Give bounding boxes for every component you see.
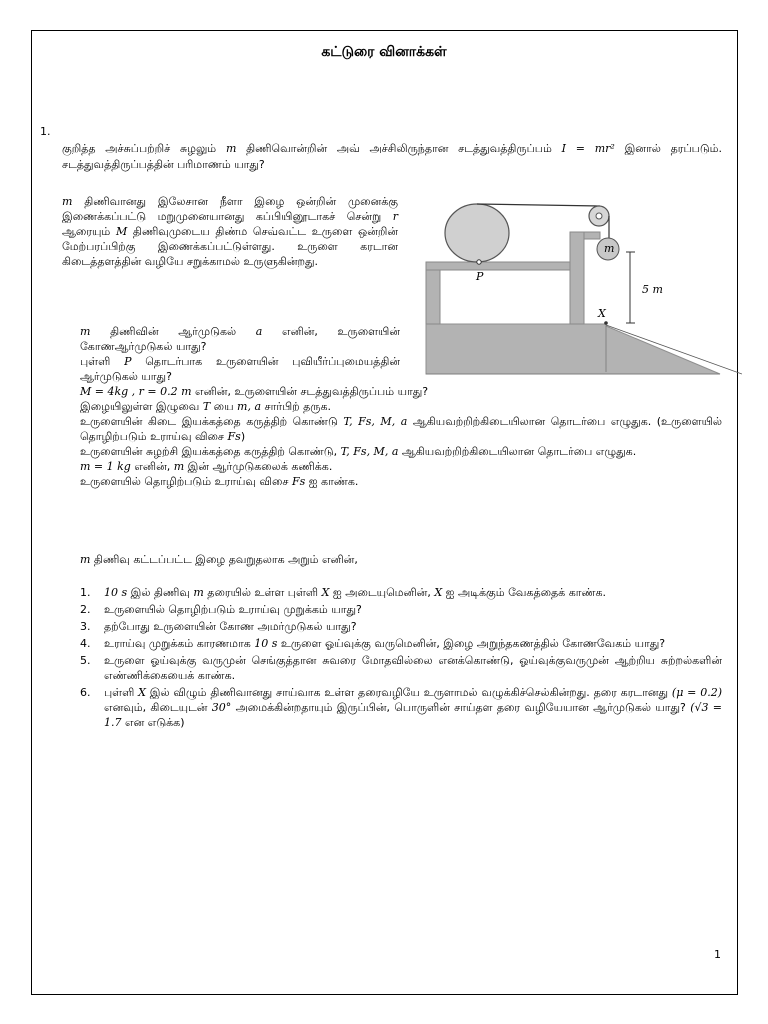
- list-item: 4. உராய்வு முறுக்கம் காரணமாக 10 s உருளை ஓய்வுக்கு வருமெனின், இழை அறுந்தகணத்தில் கோணவேகம் யாது?: [80, 637, 666, 650]
- table-top: [426, 262, 570, 270]
- page-border: [31, 30, 738, 995]
- sub-question: புள்ளி P தொடர்பாக உருளையின் புவியீர்ப்புமையத்தின் ஆர்முடுகல் யாது?: [80, 355, 400, 383]
- label-m: m: [604, 242, 615, 255]
- string: [477, 204, 600, 206]
- page-title: கட்டுரை வினாக்கள்: [321, 44, 447, 60]
- sub-question: m திணிவின் ஆர்முடுகல் a எனின், உருளையின் கோணஆர்முடுகல் யாது?: [80, 325, 400, 353]
- sub-questions: [80, 324, 722, 489]
- setup-description: m திணிவானது இலேசான நீளா இழை ஒன்றின் முனைக்கு இணைக்கப்பட்டு மறுமுனையானது கப்பியினூடாகச் சென்று r ஆரையும் M திணிவுமுடைய திண்ம செவ்வட்ட உருளை ஒன்றின் மேற்பரப்பிற்கு இணைக்கப்பட்டுள்ளது. உருளை கரடான கிடைத்தளத்தின் வழியே சறுக்காமல் உருளுகின்றது.: [62, 195, 398, 268]
- label-x: X: [598, 307, 606, 320]
- sub-question: உருளையில் தொழிற்படும் உராய்வு விசை Fs ஐ காண்க.: [80, 475, 359, 488]
- cylinder: [445, 204, 509, 262]
- list-item: 5. உருளை ஓய்வுக்கு வருமுன் செங்குத்தான சுவரை மோதவில்லை எனக்கொண்டு, ஓய்வுக்குவருமுன் ஆற்றிய சுற்றல்களின் எண்ணிக்கையைக் காண்க.: [80, 654, 722, 682]
- list-item: 1. 10 s இல் திணிவு m தரையில் உள்ள புள்ளி X ஐ அடையுமெனின், X ஐ அடிக்கும் வேகத்தைக் காண்க.: [80, 586, 607, 599]
- sub-question: m = 1 kg எனின், m இன் ஆர்முடுகலைக் கணிக்க.: [80, 460, 333, 473]
- label-p: P: [476, 270, 484, 283]
- sub-question: இழையிலுள்ள இழுவை T யை m, a சார்பிற் தருக.: [80, 400, 331, 413]
- question-lead: குறித்த அச்சுப்பற்றிச் சுழலும் m திணிவொன்றின் அவ் அச்சிலிருந்தான சடத்துவத்திருப்பம் I = mr² இனால் தரப்படும். சடத்துவத்திருப்பத்தின் பரிமாணம் யாது?: [62, 142, 722, 171]
- point-p: [477, 260, 481, 264]
- table-leg-right: [570, 232, 584, 324]
- page-number: 1: [714, 948, 721, 961]
- label-height: 5 m: [642, 283, 663, 296]
- inertia-formula: I = mr²: [561, 142, 615, 155]
- string-breaks-statement: m திணிவு கட்டப்பட்ட இழை தவறுதலாக அறும் எனின்,: [80, 553, 358, 566]
- list-item: 3. தற்போது உருளையின் கோண அமர்முடுகல் யாது?: [80, 620, 357, 633]
- numbered-questions: [80, 585, 722, 732]
- list-item: 6. புள்ளி X இல் விழும் திணிவானது சாய்வாக உள்ள தரைவழியே உருளாமல் வழுக்கிச்செல்கின்றது. தரை கரடானது (μ = 0.2) எனவும், கிடையுடன் 30° அமைக்கின்றதாயும் இருப்பின், பொருளின் சாய்தள தரை வழியேயான ஆர்முடுகல் யாது? (√3 = 1.7 என எடுக்க): [80, 686, 723, 729]
- table-leg-left: [426, 270, 440, 324]
- sub-question: உருளையின் கிடை இயக்கத்தை கருத்திற் கொண்டு T, Fs, M, a ஆகியவற்றிற்கிடையிலான தொடர்பை எழுதுக. (உருளையில் தொழிற்படும் உராய்வு விசை Fs): [80, 415, 722, 443]
- question-number: 1.: [40, 125, 51, 138]
- sub-question: உருளையின் சுழற்சி இயக்கத்தை கருத்திற் கொண்டு, T, Fs, M, a ஆகியவற்றிற்கிடையிலான தொடர்பை எழுதுக.: [80, 445, 637, 458]
- list-item: 2. உருளையில் தொழிற்படும் உராய்வு முறுக்கம் யாது?: [80, 603, 362, 616]
- sub-question: M = 4kg , r = 0.2 m எனின், உருளையின் சடத்துவத்திருப்பம் யாது?: [80, 385, 429, 398]
